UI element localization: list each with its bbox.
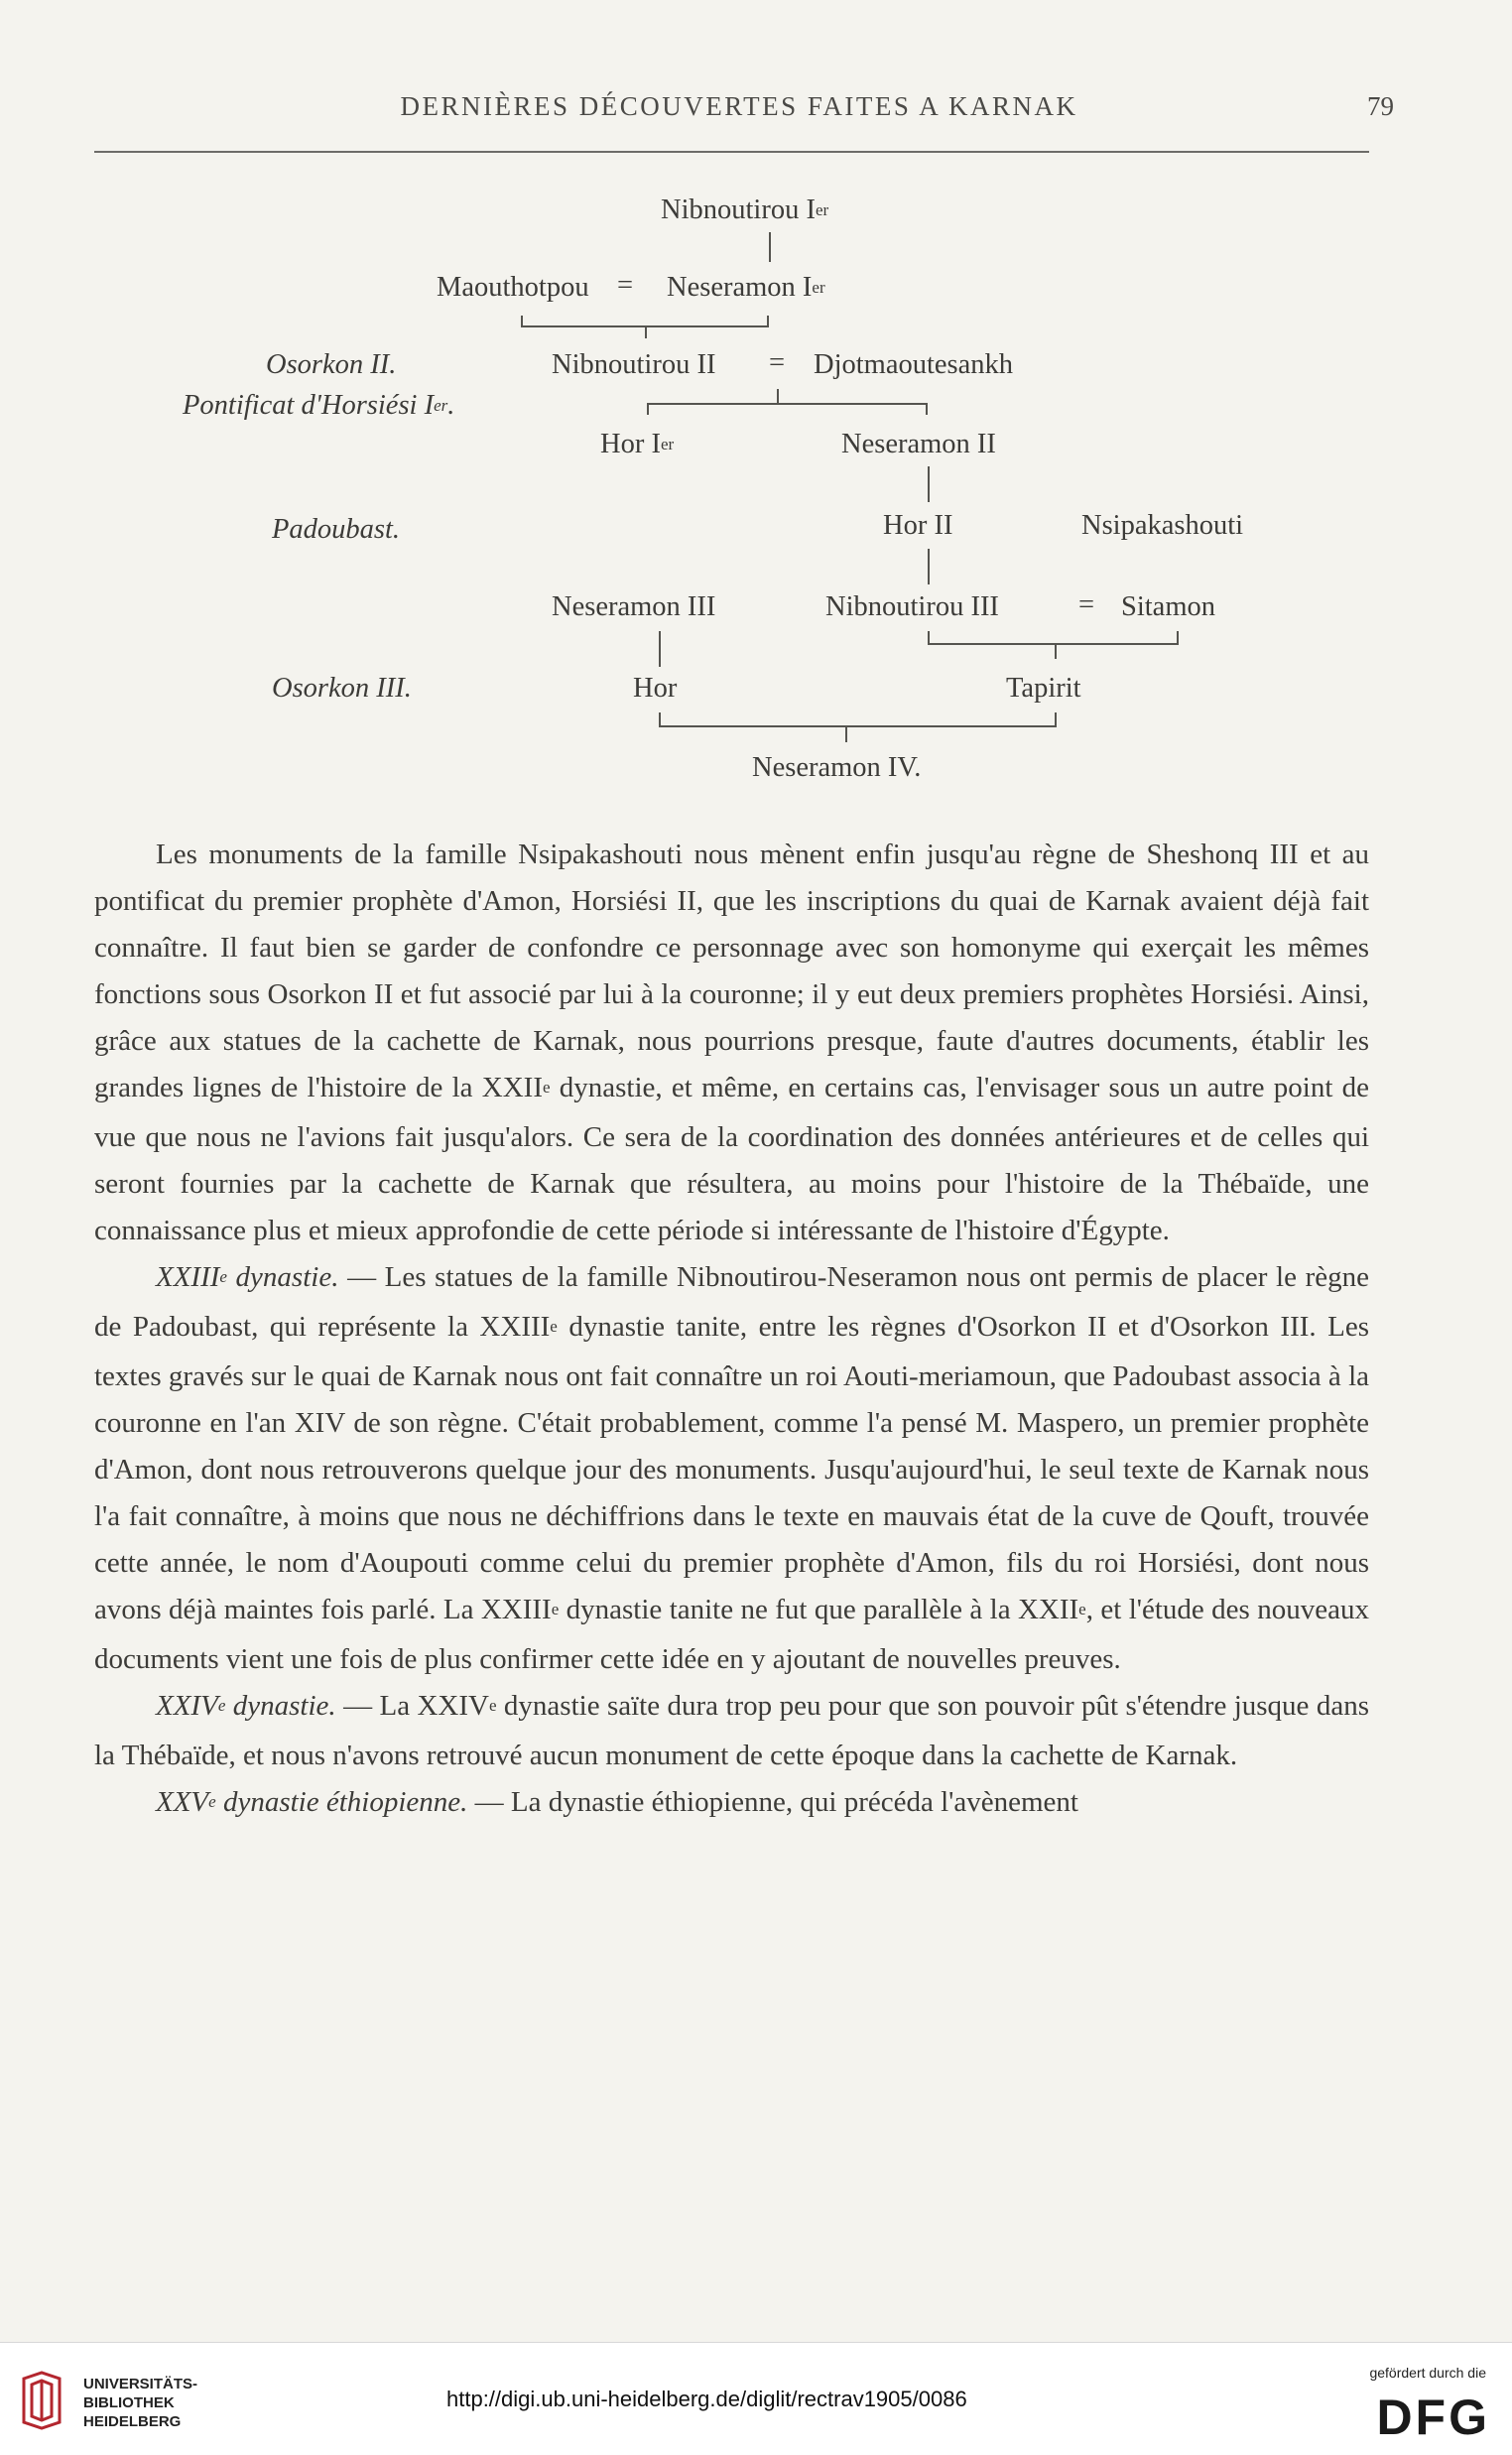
reign-osorkon-2: Osorkon II.: [266, 349, 397, 380]
person-hor-1: [600, 429, 674, 460]
ordinal-suffix: er: [812, 278, 825, 297]
descent-line: [777, 389, 779, 403]
person-neseramon-2: Neseramon II: [841, 429, 996, 459]
text-run: , et l'étude des nouveaux documents vient une fois de plus confirmer cette idée en y ajoutant de nouvelles preuves.: [94, 1594, 1369, 1675]
text-run: — La XXIV: [335, 1690, 489, 1722]
person-neseramon-3: Neseramon III: [552, 591, 716, 622]
text-run: dynastie, et même, en certains cas, l'envisager sous un autre point de vue que nous ne l'avions fait jusqu'alors. Ce sera de la coordination des données antérieures et de celles qui seront fournies par la cachette de Karnak que résultera, au moins pour l'histoire de la Thébaïde, une connaissance plus et mieux approfondie de cette période si intéressante de l'histoire d'Égypte.: [94, 1072, 1369, 1246]
running-title: DERNIÈRES DÉCOUVERTES FAITES A KARNAK: [400, 91, 1078, 121]
paragraph: [94, 832, 1369, 1254]
person-nibnoutirou-1: [661, 194, 828, 226]
marriage-sign: =: [617, 270, 634, 301]
heading-text: XXIV: [156, 1690, 218, 1722]
library-logo-icon: [18, 2371, 65, 2430]
section-heading: [156, 1690, 336, 1722]
reign-pontificat: [183, 390, 454, 422]
genealogy-chart: [0, 0, 1512, 814]
person-hor-2: Hor II: [883, 510, 953, 541]
body-text: [94, 832, 1369, 1829]
descent-line: [659, 631, 661, 667]
person-nibnoutirou-3: Nibnoutirou III: [825, 591, 999, 622]
library-name-line: BIBLIOTHEK: [83, 2394, 175, 2411]
heading-text: dynastie.: [225, 1690, 336, 1722]
text-run: dynastie saïte dura trop peu pour que son pouvoir pût s'étendre jusque dans la Thébaïde, et nous n'avons retrouvé aucun monument de cette époque dans la cachette de Karnak.: [94, 1690, 1369, 1771]
bracket-left: [659, 712, 661, 726]
period: .: [447, 390, 455, 421]
bracket-bar: [928, 643, 1179, 645]
viewer-footer: [0, 2342, 1512, 2455]
reign-osorkon-3: Osorkon III.: [272, 673, 412, 704]
person-name: Hor I: [600, 429, 661, 459]
person-djotmaoutesankh: Djotmaoutesankh: [814, 349, 1014, 380]
text-run: — Les statues de la famille Nibnoutirou-Neseramon nous ont permis de placer le règne de Padoubast, qui représente la XXIII: [94, 1261, 1369, 1343]
person-sitamon: Sitamon: [1121, 591, 1216, 622]
person-nibnoutirou-2: Nibnoutirou II: [552, 349, 716, 380]
person-neseramon-1: [667, 272, 825, 304]
paragraph: [94, 1779, 1369, 1829]
heading-text: XXIII: [156, 1261, 220, 1293]
paragraph: [94, 1683, 1369, 1779]
page-number: 79: [1367, 91, 1394, 121]
descent-line: [1055, 644, 1057, 659]
person-neseramon-4: Neseramon IV.: [752, 752, 922, 783]
funding-note: gefördert durch die: [1369, 2365, 1486, 2381]
bracket-right: [1055, 712, 1057, 726]
bracket-right: [926, 403, 928, 415]
bracket-right: [1177, 631, 1179, 644]
dfg-logo: DFG: [1376, 2390, 1490, 2445]
marriage-sign: =: [1078, 589, 1095, 620]
person-maouthotpou: Maouthotpou: [437, 272, 589, 303]
person-name: Nibnoutirou I: [661, 194, 816, 225]
reign-padoubast: Padoubast.: [272, 514, 401, 545]
text-run: Les monuments de la famille Nsipakashouti nous mènent enfin jusqu'au règne de Sheshonq III et au pontificat du premier prophète d'Amon, Horsiési II, que les inscriptions du quai de Karnak avaient déjà fait connaître. Il faut bien se garder de confondre ce personnage avec son homonyme qui exerçait les mêmes fonctions sous Osorkon II et fut associé par lui à la couronne; il y eut deux premiers prophètes Horsiési. Ainsi, grâce aux statues de la cachette de Karnak, nous pourrions presque, faute d'autres documents, établir les grandes lignes de l'histoire de la XXII: [94, 839, 1369, 1103]
descent-line: [769, 232, 771, 262]
bracket-bar: [647, 403, 928, 405]
marriage-sign: =: [769, 347, 786, 378]
text-run: dynastie tanite, entre les règnes d'Osorkon II et d'Osorkon III. Les textes gravés sur le quai de Karnak nous ont fait connaître un roi Aouti-meriamoun, que Padoubast associa à la couronne en l'an XIV de son règne. C'était probablement, comme l'a pensé M. Maspero, un premier prophète d'Amon, dont nous retrouverons quelque jour des monuments. Jusqu'aujourd'hui, le seul texte de Karnak nous l'a fait connaître, à moins que nous ne déchiffrions dans le texte en mauvais état de la cuve de Qouft, trouvée cette année, le nom d'Aoupouti comme celui du premier prophète d'Amon, fils du roi Horsiési, dont nous avons déjà maintes fois parlé. La XXIII: [94, 1311, 1369, 1625]
descent-line: [845, 726, 847, 742]
superscript: e: [208, 1792, 216, 1811]
section-heading: [156, 1261, 338, 1293]
section-heading: [156, 1786, 467, 1818]
heading-text: dynastie.: [226, 1261, 339, 1293]
paragraph: [94, 1254, 1369, 1683]
bracket-left: [647, 403, 649, 415]
superscript: e: [1078, 1600, 1086, 1618]
reign-text: Pontificat d'Horsiési I: [183, 390, 435, 421]
bracket-right: [767, 316, 769, 326]
superscript: e: [543, 1078, 551, 1097]
ordinal-suffix: er: [815, 200, 829, 219]
descent-line: [928, 466, 930, 502]
person-tapirit: Tapirit: [1006, 673, 1081, 704]
text-run: dynastie tanite ne fut que parallèle à la XXII: [559, 1594, 1079, 1625]
superscript: e: [550, 1317, 558, 1336]
heading-text: XXV: [156, 1786, 209, 1818]
ordinal-suffix: er: [660, 435, 675, 453]
library-name-line: UNIVERSITÄTS-: [83, 2376, 198, 2392]
heading-text: dynastie éthiopienne.: [215, 1786, 468, 1818]
descent-line: [645, 326, 647, 338]
library-name-line: HEIDELBERG: [83, 2413, 182, 2430]
bracket-bar: [659, 725, 1057, 727]
person-nsipakashouti: Nsipakashouti: [1081, 510, 1244, 541]
descent-line: [928, 549, 930, 584]
superscript: e: [219, 1267, 227, 1286]
person-name: Neseramon I: [667, 272, 813, 303]
library-name: [83, 2375, 197, 2431]
superscript: e: [488, 1696, 497, 1715]
superscript: e: [217, 1696, 226, 1715]
superscript: e: [551, 1600, 560, 1618]
permalink-url[interactable]: http://digi.ub.uni-heidelberg.de/diglit/rectrav1905/0086: [446, 2387, 967, 2411]
ordinal-suffix: er: [434, 396, 448, 415]
person-hor: Hor: [633, 673, 678, 704]
text-run: — La dynastie éthiopienne, qui précéda l'avènement: [467, 1786, 1078, 1818]
